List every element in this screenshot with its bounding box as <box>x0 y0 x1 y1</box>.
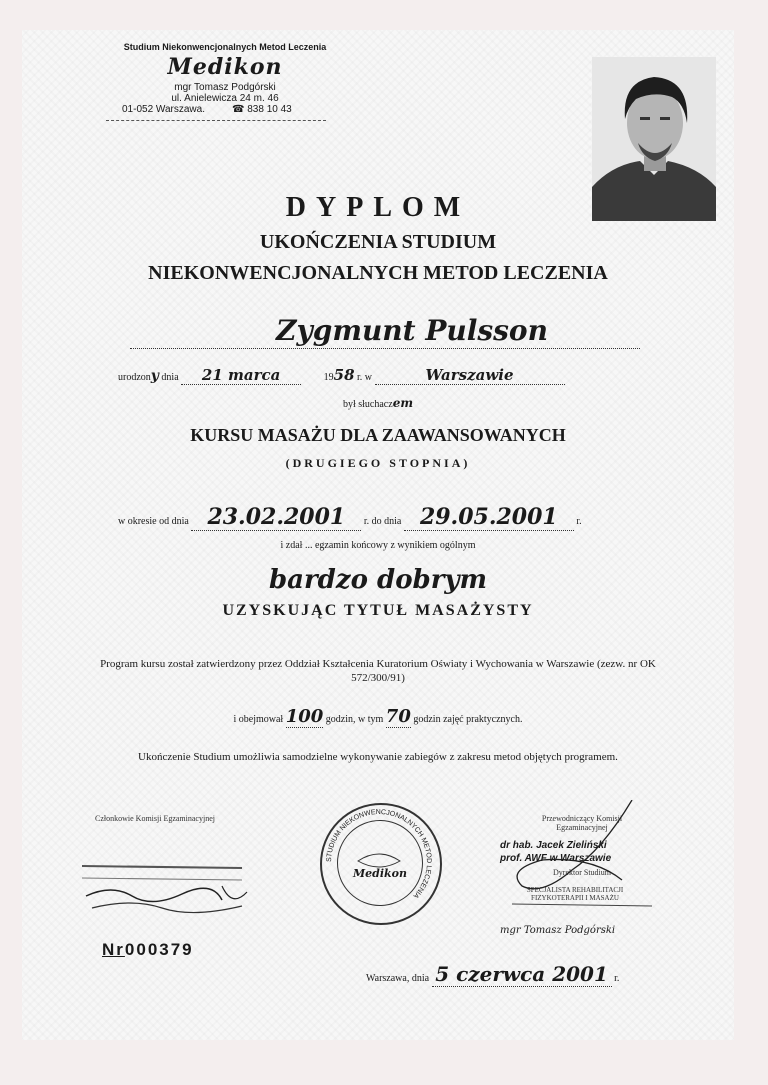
recipient-line <box>130 348 640 349</box>
number-prefix: Nr <box>102 940 125 959</box>
birth-prefix: urodzon <box>118 372 151 383</box>
diploma-subtitle-1: UKOŃCZENIA STUDIUM <box>259 231 497 253</box>
director-name: mgr Tomasz Podgórski <box>500 925 616 936</box>
diploma-page <box>22 30 734 1040</box>
chairman-title: prof. AWF w Warszawie <box>500 853 612 864</box>
exam-line: i zdał ... egzamin końcowy z wynikiem ogólnym <box>280 540 476 551</box>
stamp-address: ul. Anielewicza 24 m. 46 <box>171 93 279 104</box>
listener-label: był <box>342 399 356 410</box>
hours-mid: godzin, w tym <box>325 714 384 725</box>
conclusion-text: Ukończenie Studium umożliwia samodzielne wykonywanie zabiegów z zakresu metod objętych programem. <box>138 751 618 763</box>
hours-total: 100 <box>285 706 324 727</box>
birth-day: 21 marca <box>181 366 301 385</box>
birth-place: Warszawie <box>375 366 565 385</box>
hours-line <box>22 706 734 727</box>
diploma-subtitle-2: NIEKONWENCJONALNYCH METOD LECZENIA <box>148 262 608 284</box>
recipient-name: Zygmunt Pulsson <box>276 314 548 347</box>
period-to: 29.05.2001 <box>404 504 574 531</box>
listener-label2: słuchacz <box>358 399 393 410</box>
birth-suffix: y <box>150 368 159 384</box>
date-end: r. <box>614 973 620 984</box>
diploma-title: DYPLOM <box>285 192 471 223</box>
chairman-name: dr hab. Jacek Zieliński <box>500 840 607 851</box>
chairman-signature <box>482 800 662 920</box>
hours-practical: 70 <box>385 706 411 727</box>
listener-line <box>22 396 734 410</box>
seal-text: STUDIUM NIEKONWENCJONALNYCH METOD LECZENIA <box>325 808 433 900</box>
place-label: Warszawa, dnia <box>366 973 430 984</box>
title-awarded: UZYSKUJĄC TYTUŁ MASAŻYSTY <box>222 602 534 619</box>
period-line <box>118 504 678 531</box>
birth-dnia: dnia <box>161 372 179 383</box>
stamp-phone: ☎ 838 10 43 <box>232 104 292 115</box>
stamp-city: 01-052 Warszawa. <box>122 104 205 115</box>
birth-year-prefix: 19 <box>323 372 334 383</box>
exam-grade: bardzo dobrym <box>268 565 488 595</box>
director-label: Dyrektor Studium <box>553 868 611 877</box>
place-date-line <box>366 962 686 987</box>
program-text: Program kursu został zatwierdzony przez Oddział Kształcenia Kuratorium Oświaty i Wychowania w Warszawie (zezw. nr OK 572/300/91) <box>100 658 656 684</box>
stamp-name: Medikon <box>167 54 283 80</box>
specialist-label: SPECJALISTA REHABILITACJI FIZYKOTERAPII I MASAŻU <box>526 886 624 902</box>
course-level: (DRUGIEGO STOPNIA) <box>285 456 471 470</box>
diploma-number <box>102 940 194 960</box>
chairman-label: Przewodniczący Komisji Egzaminacyjnej <box>541 814 623 832</box>
seal-ring-text <box>320 803 438 921</box>
period-to-label: r. do dnia <box>363 516 402 527</box>
listener-suffix: em <box>392 396 414 410</box>
hours-prefix: i obejmował <box>233 714 284 725</box>
birth-rw: r. w <box>357 372 373 383</box>
seal-name: Medikon <box>352 867 407 880</box>
commission-signatures <box>72 856 262 916</box>
period-from: 23.02.2001 <box>191 504 361 531</box>
period-end: r. <box>576 516 582 527</box>
birth-line <box>118 366 678 385</box>
stamp-person: mgr Tomasz Podgórski <box>174 82 276 93</box>
issue-date: 5 czerwca 2001 <box>432 962 612 987</box>
stamp-rule <box>106 120 326 121</box>
period-from-label: w okresie od dnia <box>118 516 189 527</box>
birth-year: 58 <box>333 366 355 384</box>
commission-members-label: Członkowie Komisji Egzaminacyjnej <box>95 814 215 823</box>
hours-suffix: godzin zajęć praktycznych. <box>413 714 523 725</box>
stamp-header: Studium Niekonwencjonalnych Metod Leczenia <box>123 42 327 52</box>
number-value: 000379 <box>124 940 194 959</box>
course-name: KURSU MASAŻU DLA ZAAWANSOWANYCH <box>190 425 566 445</box>
